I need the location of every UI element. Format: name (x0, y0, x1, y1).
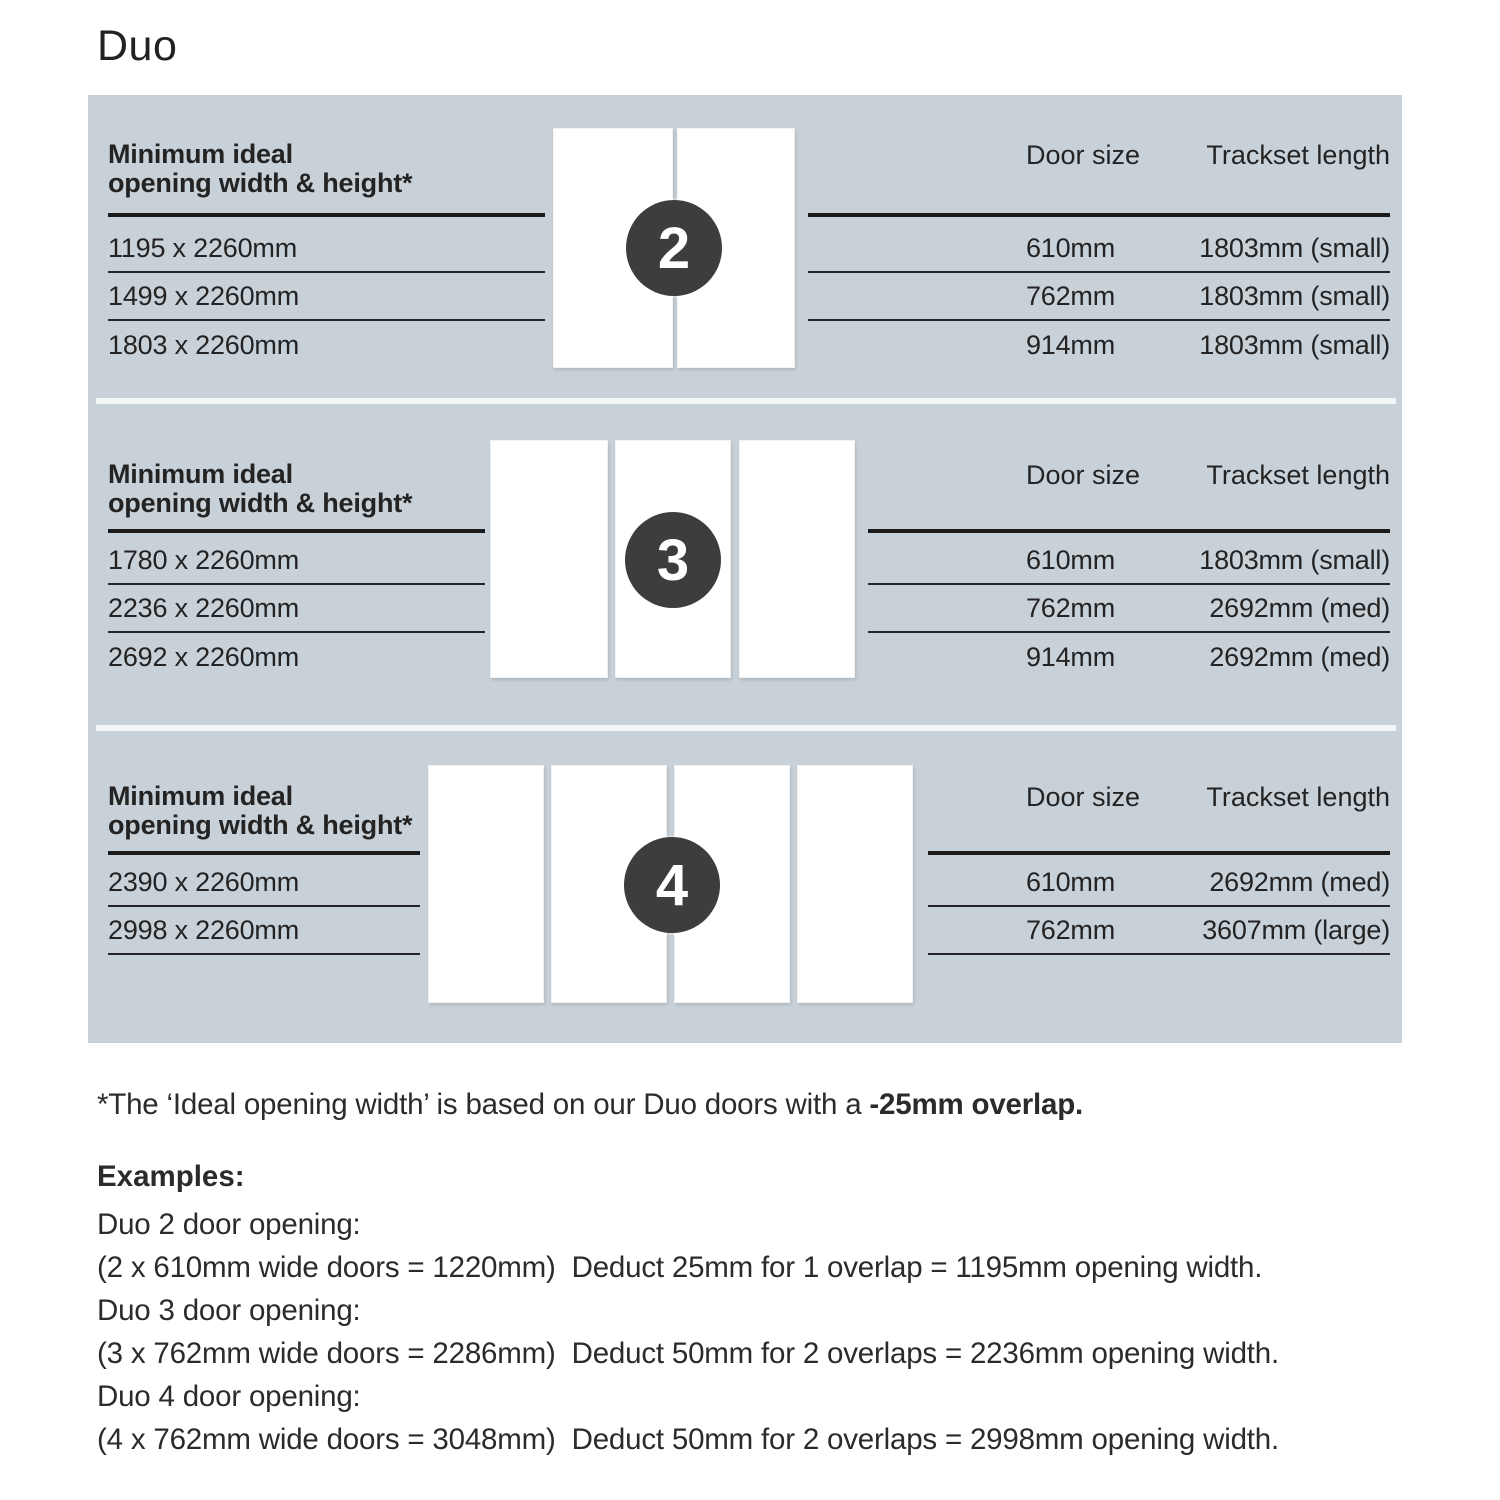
table-row (808, 321, 1390, 369)
door-size-value: 610mm (1025, 232, 1115, 263)
table-row (868, 633, 1390, 681)
opening-value: 2236 x 2260mm (108, 592, 300, 623)
left-header (108, 460, 412, 518)
table-row (108, 633, 485, 681)
left-header-line2: opening width & height* (108, 168, 413, 198)
left-header-line2: opening width & height* (108, 488, 413, 518)
left-header (108, 140, 412, 198)
door-count-badge: 3 (625, 512, 721, 608)
opening-rows (108, 859, 420, 955)
right-header (808, 140, 1390, 171)
opening-rows (108, 225, 545, 369)
section-duo-2 (88, 95, 1402, 398)
example-line: (3 x 762mm wide doors = 2286mm) Deduct 50mm for 2 overlaps = 2236mm opening width. (97, 1337, 1279, 1370)
left-header-line1: Minimum ideal (108, 459, 293, 489)
trackset-value: 2692mm (med) (1209, 641, 1390, 672)
footnote-text: *The ‘Ideal opening width’ is based on our Duo doors with a (97, 1088, 870, 1121)
examples-heading: Examples: (97, 1160, 245, 1193)
opening-value: 2390 x 2260mm (108, 866, 300, 897)
example-line: Duo 2 door opening: (97, 1208, 361, 1241)
door-panel (428, 765, 544, 1003)
door-size-header: Door size (1025, 140, 1140, 170)
trackset-header: Trackset length (1206, 460, 1390, 490)
trackset-value: 1803mm (small) (1199, 232, 1390, 263)
door-size-header: Door size (1025, 782, 1140, 812)
left-rule (108, 213, 545, 217)
left-header-line1: Minimum ideal (108, 139, 293, 169)
table-row (108, 321, 545, 369)
footnote-bold: -25mm overlap. (869, 1088, 1084, 1121)
door-count-badge: 4 (624, 837, 720, 933)
door-size-header: Door size (1025, 460, 1140, 490)
size-track-rows (928, 859, 1390, 955)
door-size-value: 610mm (1025, 866, 1115, 897)
size-track-rows (808, 225, 1390, 369)
left-header-line2: opening width & height* (108, 810, 413, 840)
door-count-badge: 2 (626, 200, 722, 296)
table-row (808, 273, 1390, 321)
right-rule (808, 213, 1390, 217)
left-header-line1: Minimum ideal (108, 781, 293, 811)
door-panel (797, 765, 913, 1003)
examples-block (97, 1203, 1279, 1461)
opening-value: 2998 x 2260mm (108, 914, 300, 945)
door-size-value: 762mm (1025, 592, 1115, 623)
opening-value: 2692 x 2260mm (108, 641, 300, 672)
door-size-value: 914mm (1025, 329, 1115, 360)
section-duo-3 (88, 404, 1402, 725)
table-row (108, 273, 545, 321)
table-row (108, 859, 420, 907)
right-rule (868, 529, 1390, 533)
trackset-value: 1803mm (small) (1199, 544, 1390, 575)
size-track-rows (868, 537, 1390, 681)
example-line: (4 x 762mm wide doors = 3048mm) Deduct 50mm for 2 overlaps = 2998mm opening width. (97, 1423, 1279, 1456)
left-rule (108, 529, 485, 533)
table-row (108, 225, 545, 273)
trackset-value: 1803mm (small) (1199, 329, 1390, 360)
table-row (868, 585, 1390, 633)
opening-rows (108, 537, 485, 681)
door-size-value: 914mm (1025, 641, 1115, 672)
trackset-value: 3607mm (large) (1202, 914, 1390, 945)
table-row (928, 907, 1390, 955)
section-duo-4 (88, 731, 1402, 1043)
door-panel (490, 440, 608, 678)
left-header (108, 782, 412, 840)
trackset-value: 2692mm (med) (1209, 866, 1390, 897)
trackset-header: Trackset length (1206, 140, 1390, 170)
right-rule (928, 851, 1390, 855)
table-row (108, 537, 485, 585)
door-panel (739, 440, 855, 678)
door-size-value: 762mm (1025, 280, 1115, 311)
opening-value: 1195 x 2260mm (108, 232, 298, 263)
example-line: Duo 3 door opening: (97, 1294, 361, 1327)
trackset-value: 1803mm (small) (1199, 280, 1390, 311)
table-row (108, 585, 485, 633)
opening-value: 1780 x 2260mm (108, 544, 300, 575)
door-size-value: 762mm (1025, 914, 1115, 945)
footnote (97, 1088, 1083, 1122)
right-header (868, 460, 1390, 491)
table-row (808, 225, 1390, 273)
right-header (928, 782, 1390, 813)
door-size-value: 610mm (1025, 544, 1115, 575)
example-line: Duo 4 door opening: (97, 1380, 361, 1413)
spec-panel (88, 95, 1402, 1043)
table-row (928, 859, 1390, 907)
left-rule (108, 851, 420, 855)
page-title: Duo (97, 22, 178, 70)
trackset-value: 2692mm (med) (1209, 592, 1390, 623)
trackset-header: Trackset length (1206, 782, 1390, 812)
opening-value: 1499 x 2260mm (108, 280, 300, 311)
example-line: (2 x 610mm wide doors = 1220mm) Deduct 25mm for 1 overlap = 1195mm opening width. (97, 1251, 1263, 1284)
opening-value: 1803 x 2260mm (108, 329, 300, 360)
table-row (108, 907, 420, 955)
table-row (868, 537, 1390, 585)
